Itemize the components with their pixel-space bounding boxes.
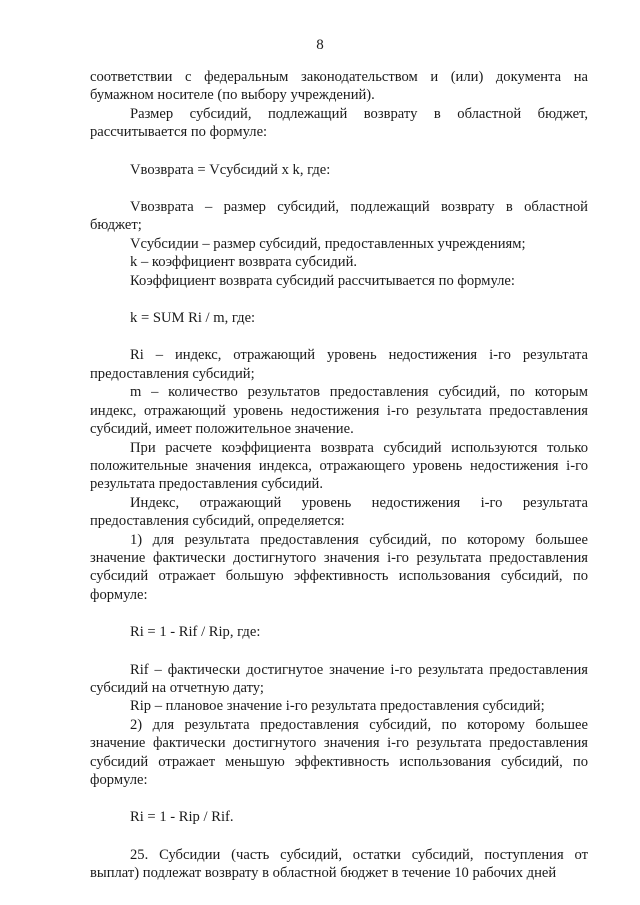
- definition-ri: Ri – индекс, отражающий уровень недостижения i-го результата предоставления субсидий;: [90, 347, 588, 382]
- paragraph-case-1: 1) для результата предоставления субсидий, по которому большее значение фактически достигнутого значения i-го результата предоставления субсидий отражает большую эффективность использования субсидий, по формуле:: [90, 531, 588, 603]
- definition-v-subsidies: Vсубсидии – размер субсидий, предоставленных учреждениям;: [130, 235, 526, 252]
- paragraph-coefficient: Коэффициент возврата субсидий рассчитывается по формуле:: [130, 272, 515, 289]
- paragraph-continuation: соответствии с федеральным законодательством и (или) документа на бумажном носителе (по выбору учреждений).: [90, 69, 588, 104]
- formula-case-2: Ri = 1 - Rip / Rif.: [130, 809, 234, 826]
- formula-case-1: Ri = 1 - Rif / Rip, где:: [130, 624, 261, 641]
- paragraph-refund-size: Размер субсидий, подлежащий возврату в областной бюджет, рассчитывается по формуле:: [90, 105, 588, 141]
- definition-k: k – коэффициент возврата субсидий.: [130, 254, 358, 271]
- paragraph-positive-values: При расчете коэффициента возврата субсидий используются только положительные значения индекса, отражающего уровень недостижения i-го результата предоставления субсидий.: [90, 439, 588, 493]
- document-body: [90, 68, 588, 883]
- paragraph-item-25: 25. Субсидии (часть субсидий, остатки субсидий, поступления от выплат) подлежат возврату в областной бюджет в течение 10 рабочих дней: [90, 846, 588, 882]
- paragraph-index-determined: Индекс, отражающий уровень недостижения i-го результата предоставления субсидий, определяется:: [90, 494, 588, 530]
- paragraph-case-2: 2) для результата предоставления субсидий, по которому большее значение фактически достигнутого значения i-го результата предоставления субсидий отражает меньшую эффективность использования субсидий, по формуле:: [90, 716, 588, 788]
- formula-refund: Vвозврата = Vсубсидий x k, где:: [130, 161, 331, 178]
- definition-rip: Rip – плановое значение i-го результата предоставления субсидий;: [130, 698, 545, 715]
- definition-rif: Rif – фактически достигнутое значение i-го результата предоставления субсидий на отчетную дату;: [90, 661, 588, 696]
- formula-coefficient: k = SUM Ri / m, где:: [130, 310, 256, 327]
- page-number: 8: [316, 37, 324, 53]
- definition-v-refund: Vвозврата – размер субсидий, подлежащий возврату в областной бюджет;: [90, 199, 588, 234]
- definition-m: m – количество результатов предоставления субсидий, по которым индекс, отражающий уровень недостижения i-го результата предоставления субсидий, имеет положительное значение.: [90, 384, 588, 438]
